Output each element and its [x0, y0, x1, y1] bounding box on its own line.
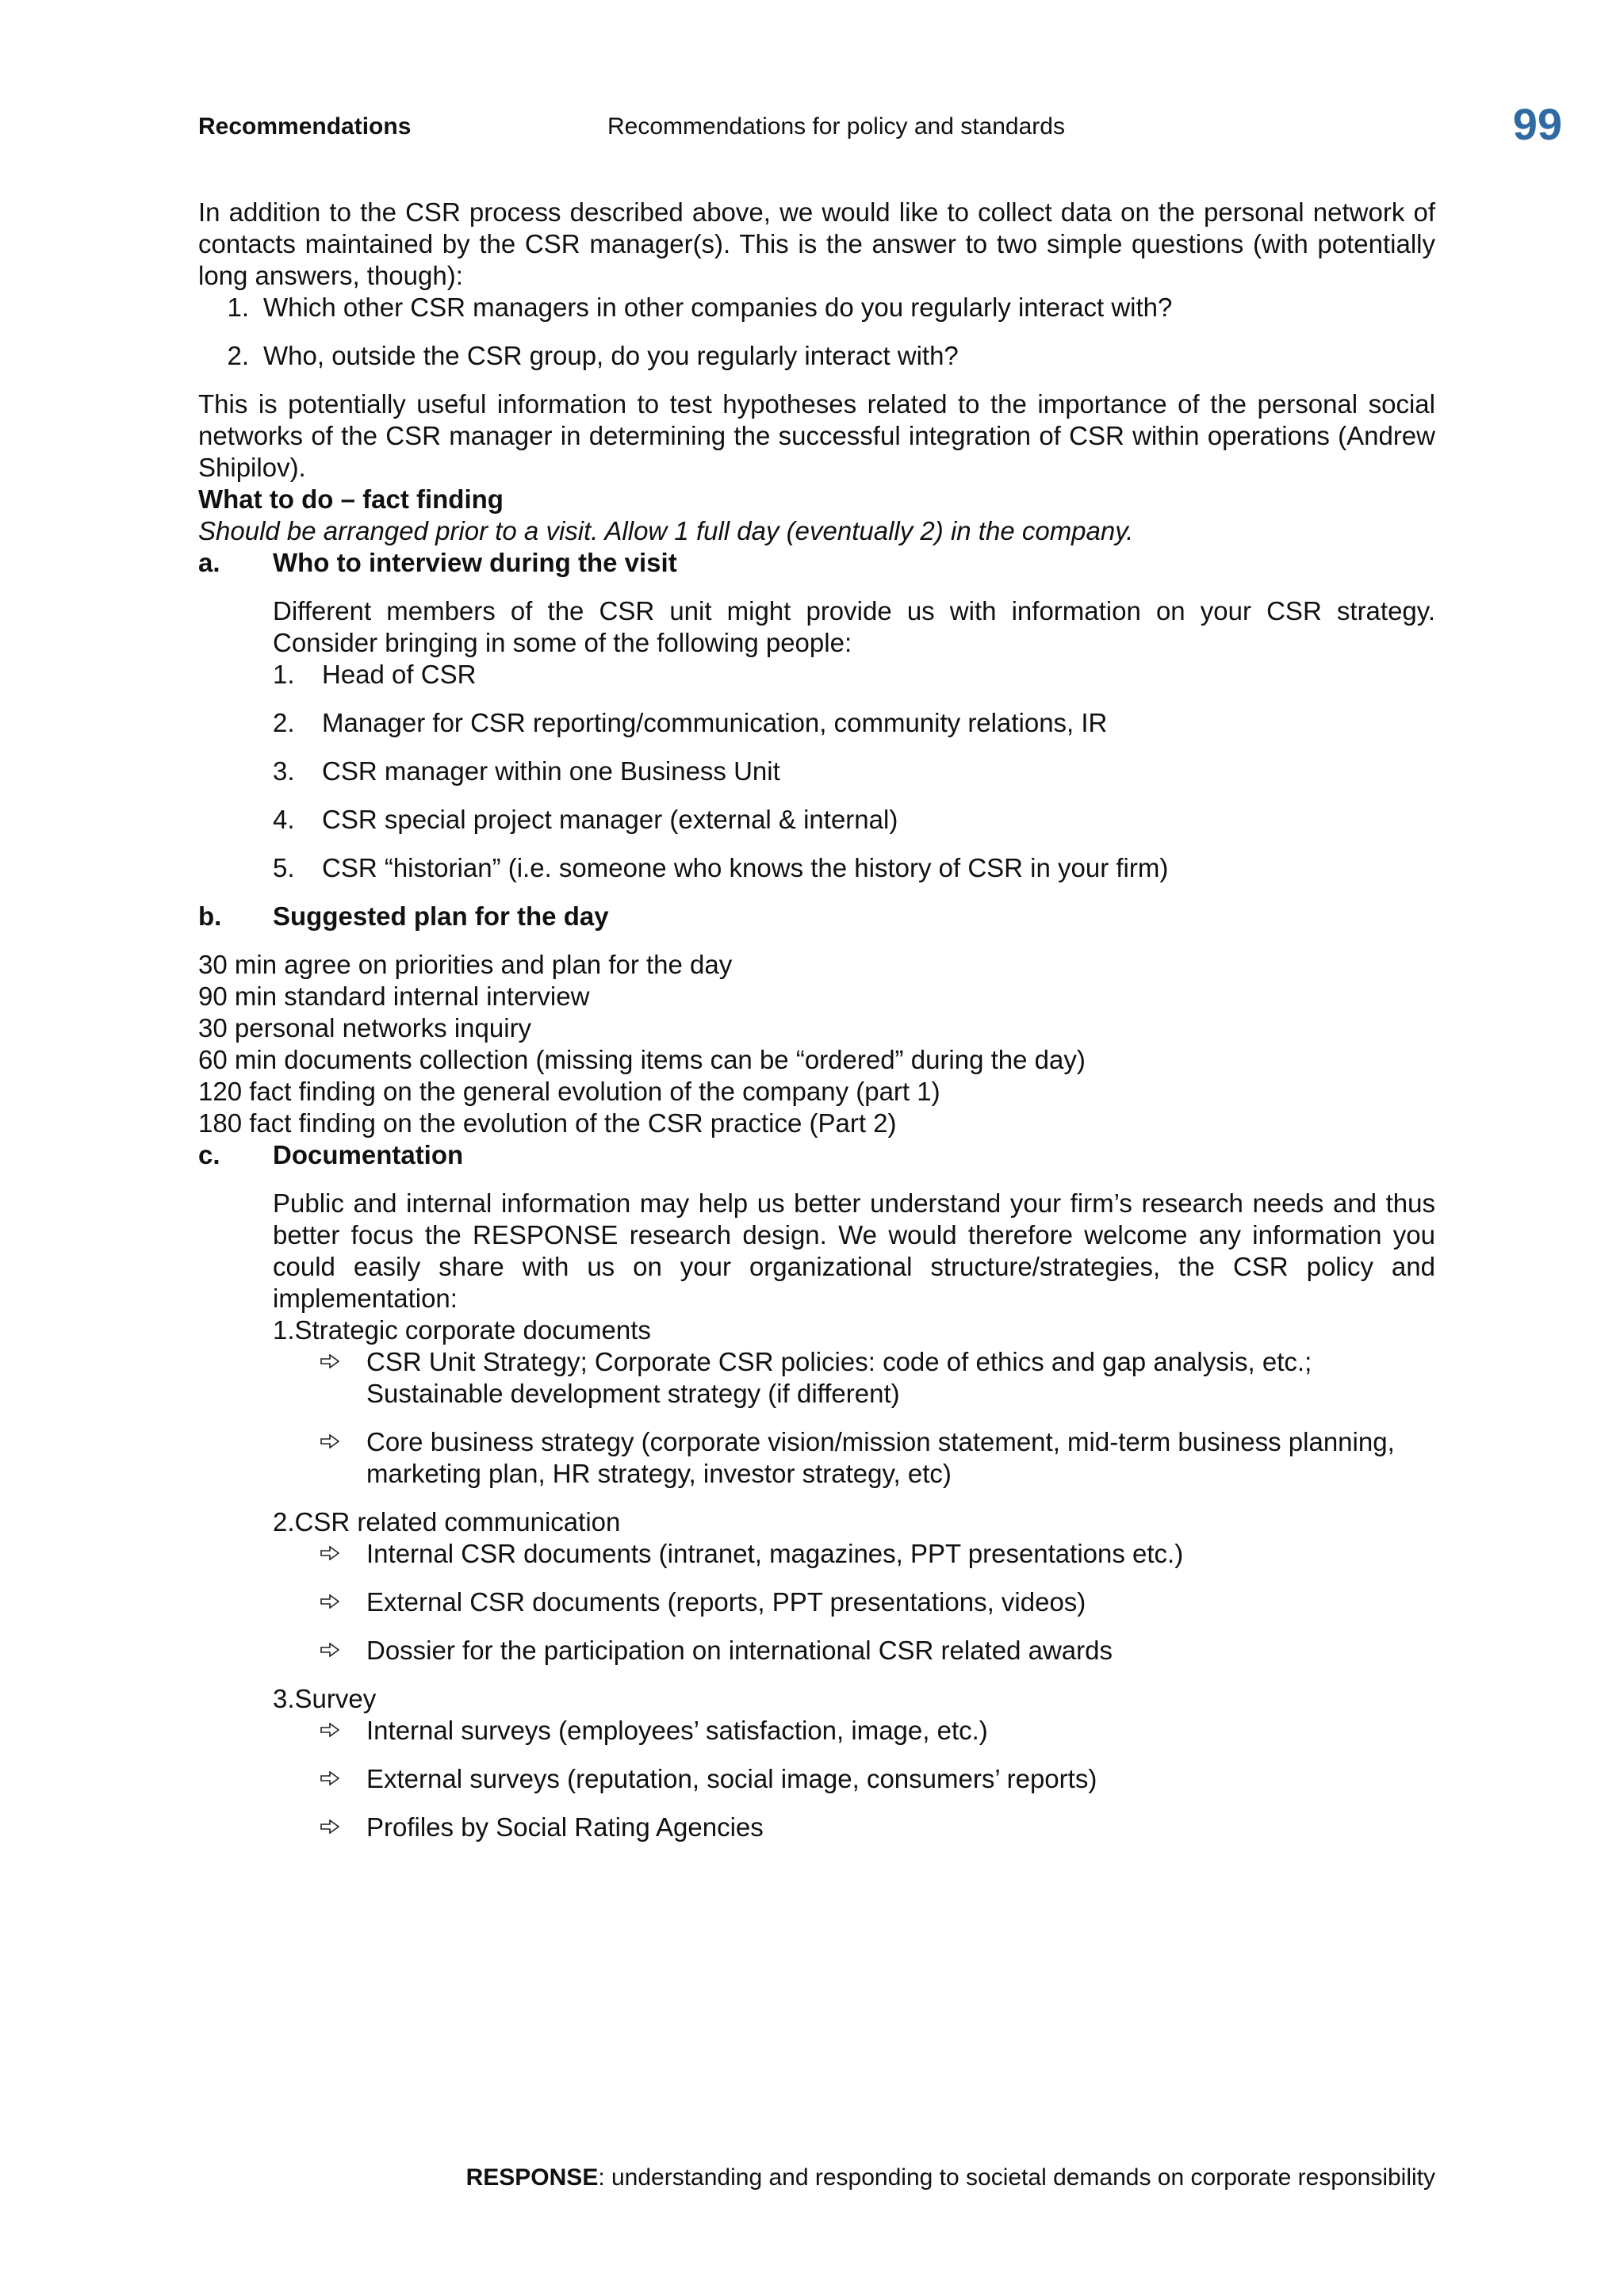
- fact-finding-note: Should be arranged prior to a visit. Allow 1 full day (eventually 2) in the company.: [198, 516, 1134, 545]
- doc-category-label: 3.Survey: [273, 1684, 377, 1713]
- list-number: 1.: [273, 660, 295, 689]
- questions-list: [198, 292, 1435, 372]
- arrow-bullet-icon: [320, 1635, 341, 1667]
- section-title: Who to interview during the visit: [273, 548, 677, 577]
- people-list: [273, 659, 1435, 884]
- intro-paragraph: In addition to the CSR process described above, we would like to collect data on the personal network of contacts maintained by the CSR manager(s). This is the answer to two simple questions (with potentially long answers, though):: [198, 197, 1435, 290]
- arrow-bullet-icon: [320, 1346, 341, 1378]
- page-header: [198, 99, 1562, 157]
- list-item: [273, 756, 1435, 787]
- bullet-text: External CSR documents (reports, PPT presentations, videos): [366, 1587, 1086, 1617]
- page-footer: [198, 2164, 1435, 2191]
- bullet-text: External surveys (reputation, social image, consumers’ reports): [366, 1764, 1097, 1793]
- footer-text: : understanding and responding to societal demands on corporate responsibility: [598, 2164, 1435, 2191]
- arrow-bullet-icon: [320, 1715, 341, 1747]
- list-text: CSR manager within one Business Unit: [322, 756, 780, 786]
- section-c-heading: [198, 1139, 1435, 1171]
- list-number: 2.: [273, 708, 295, 737]
- bullet-item: [320, 1812, 1435, 1843]
- fact-finding-heading: What to do – fact finding: [198, 484, 504, 514]
- arrow-bullet-icon: [320, 1812, 341, 1843]
- section-c-body: [273, 1188, 1435, 1843]
- list-text: Who, outside the CSR group, do you regularly interact with?: [263, 341, 959, 370]
- list-item: [198, 292, 1435, 323]
- arrow-bullet-icon: [320, 1538, 341, 1570]
- section-a-heading: [198, 547, 1435, 579]
- bullet-text: Internal CSR documents (intranet, magazines, PPT presentations etc.): [366, 1539, 1184, 1568]
- plan-list: [198, 949, 1435, 1139]
- plan-item: 60 min documents collection (missing items can be “ordered” during the day): [198, 1045, 1086, 1074]
- arrow-bullet-icon: [320, 1426, 341, 1458]
- footer-brand: RESPONSE: [465, 2164, 599, 2191]
- section-title: Suggested plan for the day: [273, 901, 609, 931]
- section-letter: b.: [198, 901, 222, 931]
- bullet-text: Dossier for the participation on international CSR related awards: [366, 1636, 1113, 1665]
- bullet-text: Internal surveys (employees’ satisfaction, image, etc.): [366, 1716, 988, 1745]
- header-title: Recommendations for policy and standards: [607, 113, 1065, 140]
- arrow-bullet-icon: [320, 1763, 341, 1795]
- list-item: [273, 659, 1435, 691]
- page-number: 99: [1512, 99, 1562, 149]
- bullet-item: [320, 1635, 1435, 1667]
- list-text: CSR special project manager (external & internal): [322, 805, 898, 834]
- plan-item: 30 personal networks inquiry: [198, 1013, 532, 1043]
- list-item: [198, 340, 1435, 372]
- list-text: Head of CSR: [322, 660, 477, 689]
- intro-paragraph-2: This is potentially useful information to test hypotheses related to the importance of the personal social networks of the CSR manager in determining the successful integration of CSR within operations (Andrew Shipilov).: [198, 389, 1435, 482]
- section-b-heading: [198, 901, 1435, 932]
- section-letter: a.: [198, 548, 220, 577]
- list-item: [273, 804, 1435, 836]
- section-letter: c.: [198, 1140, 220, 1169]
- plan-item: 30 min agree on priorities and plan for the day: [198, 950, 733, 979]
- plan-item: 180 fact finding on the evolution of the CSR practice (Part 2): [198, 1108, 897, 1138]
- section-c-intro: Public and internal information may help us better understand your firm’s research needs and thus better focus the RESPONSE research design. We would therefore welcome any information you could easily share with us on your organizational structure/strategies, the CSR policy and implementation:: [273, 1188, 1435, 1313]
- list-number: 1.: [227, 293, 249, 322]
- list-item: [273, 852, 1435, 884]
- doc-category-label: 2.CSR related communication: [273, 1507, 621, 1536]
- list-number: 2.: [227, 341, 249, 370]
- bullet-text: Profiles by Social Rating Agencies: [366, 1812, 764, 1842]
- page-content: [198, 197, 1435, 1860]
- header-section: Recommendations: [198, 113, 412, 140]
- arrow-bullet-icon: [320, 1586, 341, 1618]
- list-item: [273, 707, 1435, 739]
- bullet-item: [320, 1715, 1435, 1747]
- list-number: 4.: [273, 805, 295, 834]
- section-title: Documentation: [273, 1140, 464, 1169]
- bullet-text: CSR Unit Strategy; Corporate CSR policies: code of ethics and gap analysis, etc.; Sustainable development strategy (if different): [366, 1347, 1312, 1408]
- bullet-item: [320, 1346, 1435, 1410]
- bullet-item: [320, 1538, 1435, 1570]
- bullet-text: Core business strategy (corporate vision/mission statement, mid-term business planning, marketing plan, HR strategy, investor strategy, etc): [366, 1427, 1395, 1488]
- plan-item: 120 fact finding on the general evolution of the company (part 1): [198, 1077, 940, 1106]
- bullet-item: [320, 1586, 1435, 1618]
- doc-category-label: 1.Strategic corporate documents: [273, 1315, 651, 1345]
- bullet-item: [320, 1763, 1435, 1795]
- list-text: Which other CSR managers in other companies do you regularly interact with?: [263, 293, 1173, 322]
- section-a-body: [273, 595, 1435, 884]
- bullet-item: [320, 1426, 1435, 1490]
- list-text: CSR “historian” (i.e. someone who knows the history of CSR in your firm): [322, 853, 1169, 882]
- list-number: 3.: [273, 756, 295, 786]
- list-text: Manager for CSR reporting/communication, community relations, IR: [322, 708, 1108, 737]
- list-number: 5.: [273, 853, 295, 882]
- section-a-intro: Different members of the CSR unit might provide us with information on your CSR strategy. Consider bringing in some of the following people:: [273, 596, 1435, 657]
- plan-item: 90 min standard internal interview: [198, 982, 590, 1011]
